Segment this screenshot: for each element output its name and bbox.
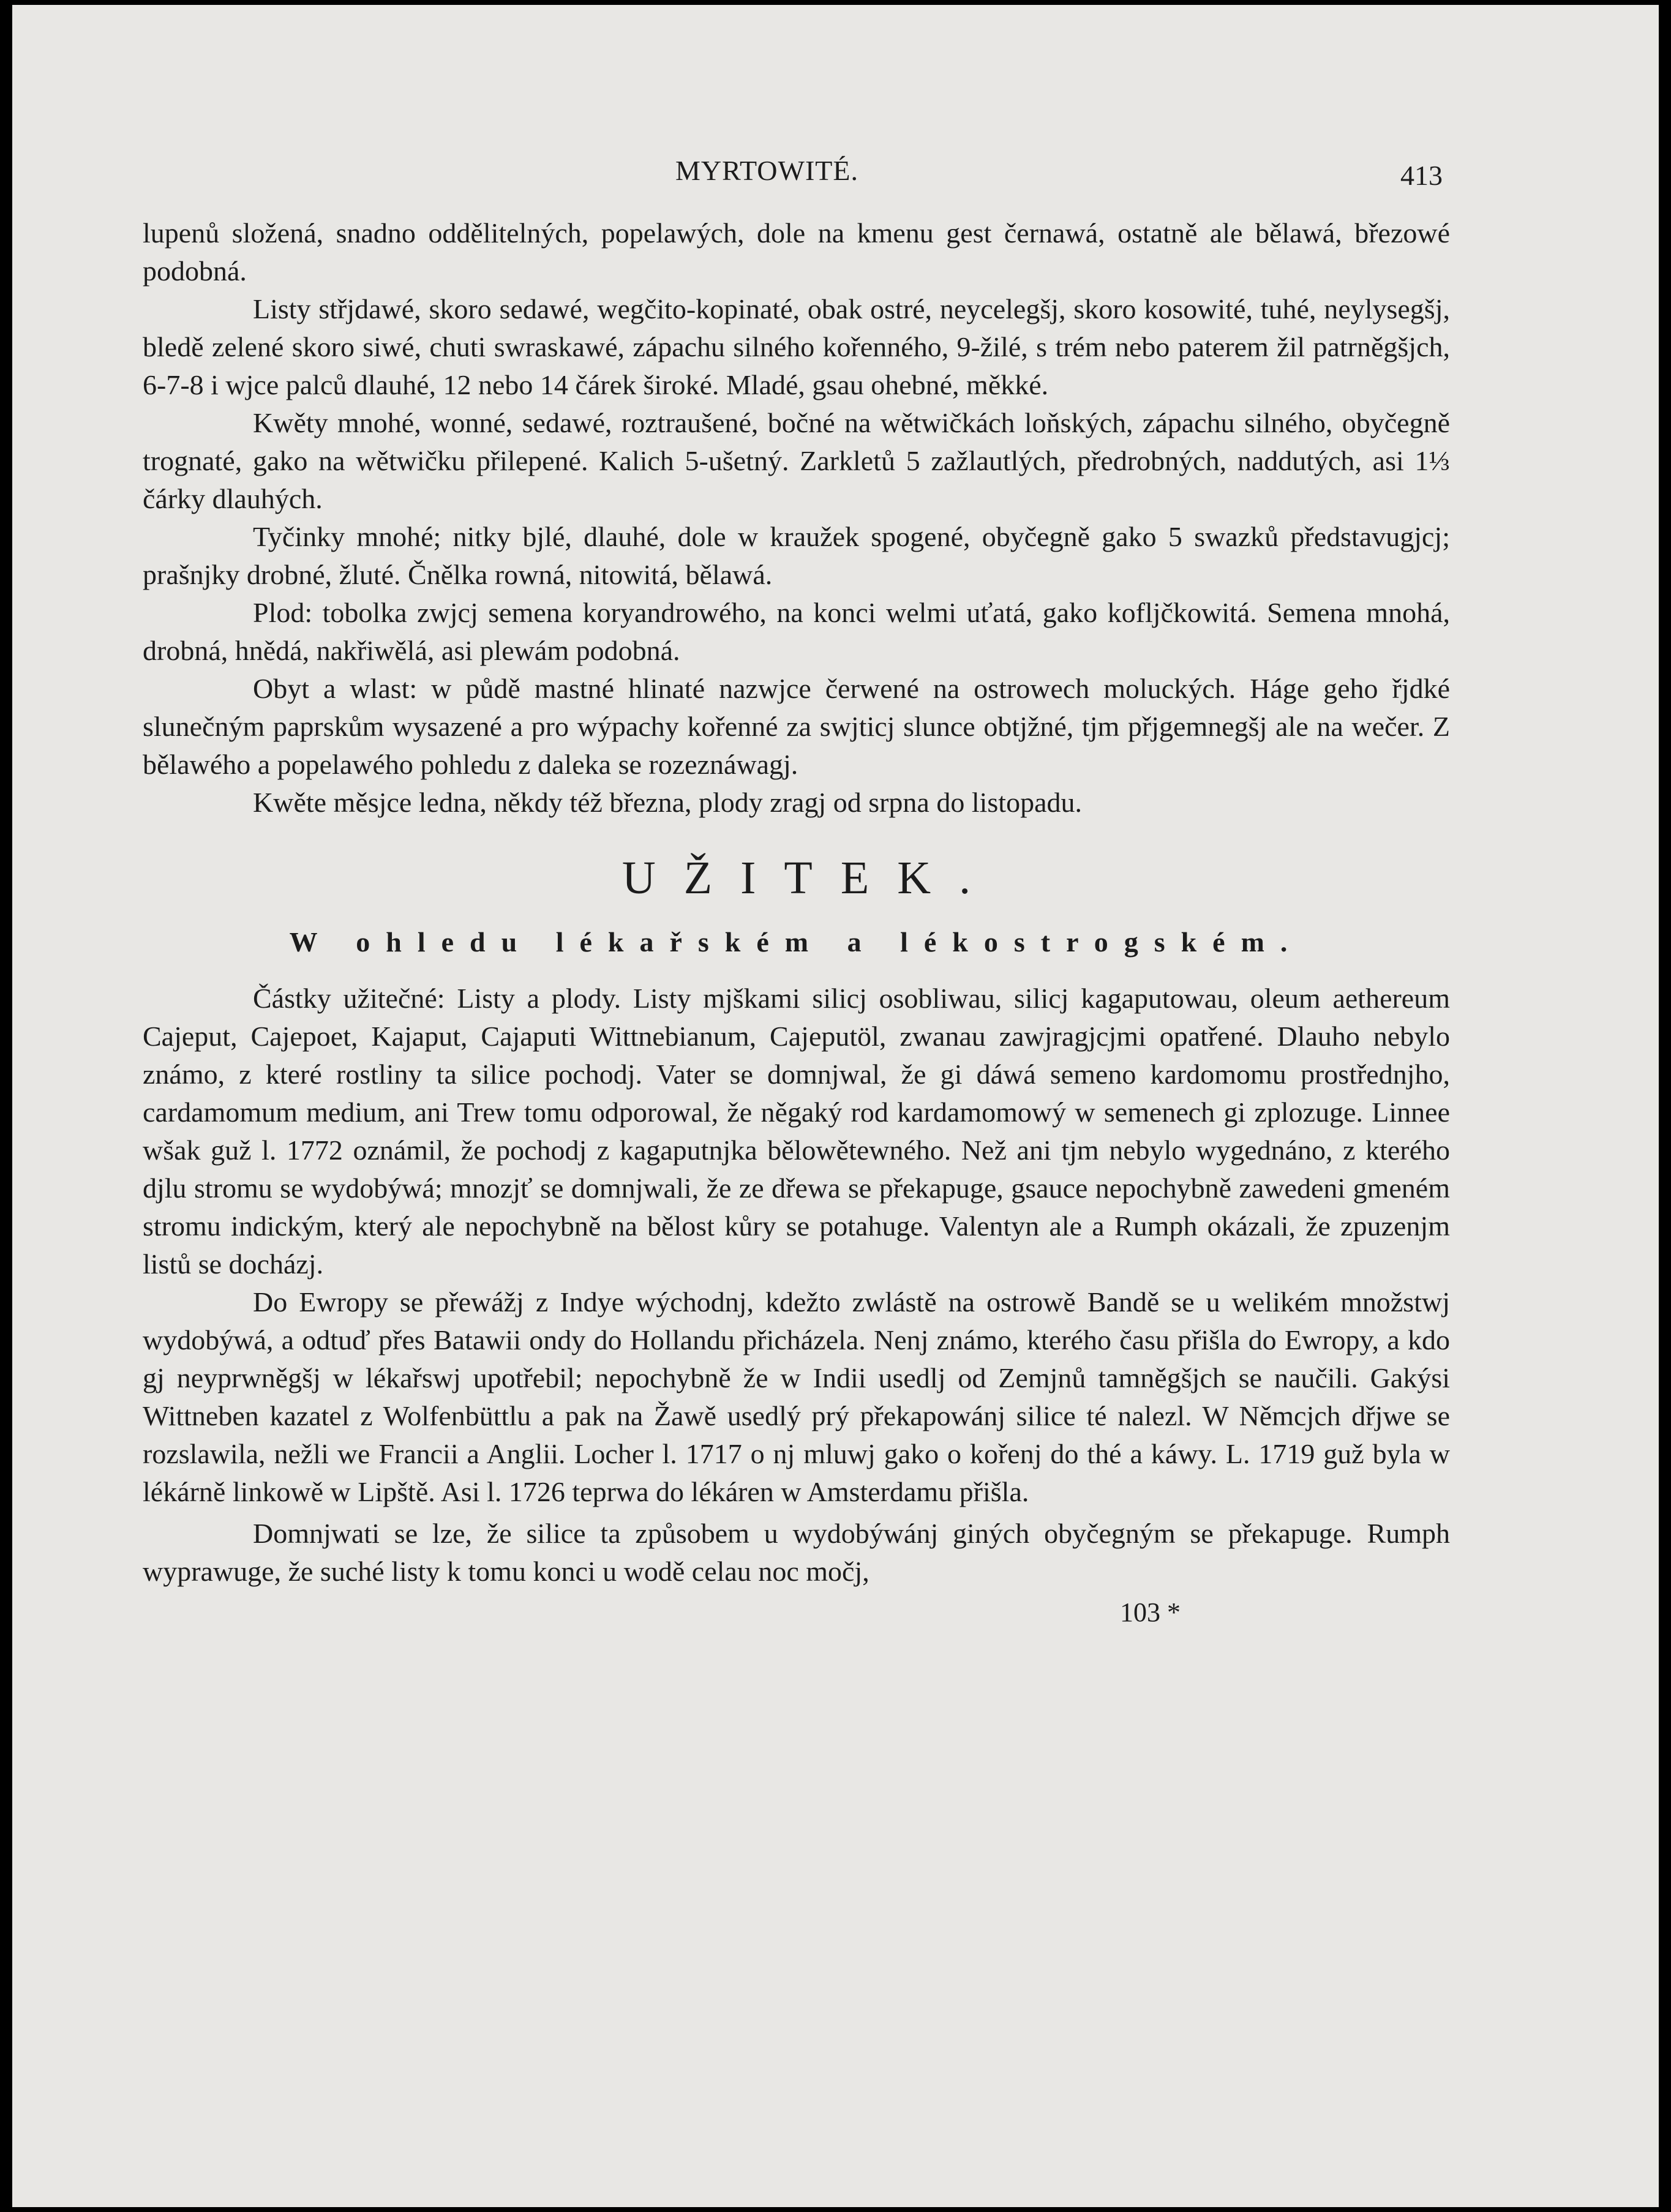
- paragraph-distillation: Domnjwati se lze, že silice ta způsobem u wydobýwánj giných obyčegným se překapuge. Rumph wyprawuge, že suché listy k tomu konci u wodě celau noc močj,: [143, 1518, 1450, 1587]
- paragraph-useful-parts: Částky užitečné: Listy a plody. Listy mjškami silicj osobliwau, silicj kagaputowau, oleum aethereum Cajeput, Cajepoet, Kajaput, Cajaputi Wittnebianum, Cajeputöl, zwanau zawjragjcjmi opatřené. Dlauho nebylo známo, z které rostliny ta silice pochodj. Vater se domnjwal, že gi dáwá semeno kardomomu prostřednjho, cardamomum medium, ani Trew tomu odporowal, že něgaký rod kardamomowý w semenech gi zplozuge. Linnee wšak guž l. 1772 oznámil, že pochodj z kagaputnjka bělowětewného. Než ani tjm nebylo wygednáno, z kterého djlu stromu se wydobýwá; mnozjť se domnjwali, že ze dřewa se překapuge, gsauce nepochybně zawedeni gmeném stromu indickým, který ale nepochybně na bělost kůry se potahuge. Valentyn ale a Rumph okázali, že zpuzenjm listů se docházj.: [143, 983, 1450, 1280]
- text-block: [143, 147, 1450, 1628]
- paragraph-leaves: Listy střjdawé, skoro sedawé, wegčito-kopinaté, obak ostré, neycelegšj, skoro kosowité, tuhé, neylysegšj, bledě zelené skoro siwé, chuti swraskawé, zápachu silného kořenného, 9-žilé, s trém nebo paterem žil patrněgšjch, 6-7-8 i wjce palců dlauhé, 12 nebo 14 čárek široké. Mladé, gsau ohebné, měkké.: [143, 293, 1450, 400]
- paragraph-flowers: Kwěty mnohé, wonné, sedawé, roztraušené, bočné na wětwičkách loňských, zápachu silného, obyčegně trognaté, gako na wětwičku přilepené. Kalich 5-ušetný. Zarkletů 5 zažlautlých, předrobných, naddutých, asi 1⅓ čárky dlauhých.: [143, 407, 1450, 514]
- section-subheading: W ohledu lékařském a lékostrogském.: [289, 926, 1304, 958]
- scanned-page: [12, 5, 1659, 2207]
- signature-mark: 103 *: [1120, 1597, 1181, 1627]
- paragraph-stamens: Tyčinky mnohé; nitky bjlé, dlauhé, dole w kraužek spogené, obyčegně gako 5 swazků představugjcj; prašnjky drobné, žluté. Čnělka rowná, nitowitá, bělawá.: [143, 521, 1450, 590]
- running-title: MYRTOWITÉ.: [675, 155, 858, 186]
- paragraph-fruit: Plod: tobolka zwjcj semena koryandrowého, na konci welmi uťatá, gako kofljčkowitá. Semena mnohá, drobná, hnědá, nakřiwělá, asi plewám podobná.: [143, 597, 1450, 666]
- paragraph-bark: lupenů složená, snadno oddělitelných, popelawých, dole na kmenu gest černawá, ostatně ale bělawá, březowé podobná.: [143, 217, 1450, 287]
- paragraph-flowering: Kwěte měsjce ledna, někdy též března, plody zragj od srpna do listopadu.: [253, 787, 1082, 818]
- running-head: [143, 147, 1450, 214]
- page-number: 413: [1400, 160, 1443, 191]
- section-heading: UŽITEK.: [621, 852, 999, 904]
- paragraph-habitat: Obyt a wlast: w půdě mastné hlinaté nazwjce čerwené na ostrowech moluckých. Háge geho řjdké slunečným paprskům wysazené a pro wýpachy kořenné za swjticj slunce obtjžné, tjm přjgemnegšj ale na wečer. Z bělawého a popelawého pohledu z daleka se rozeznáwagj.: [143, 673, 1450, 780]
- paragraph-import-history: Do Ewropy se přewážj z Indye wýchodnj, kdežto zwlástě na ostrowě Bandě se u welikém množstwj wydobýwá, a odtuď přes Batawii ondy do Hollandu přicházela. Nenj známo, kterého času přišla do Ewropy, a kdo gj neyprwněgšj w lékařswj upotřebil; nepochybně že w Indii usedlj od Zemjnů tamněgšjch se naučili. Gakýsi Wittneben kazatel z Wolfenbüttlu a pak na Žawě usedlý prý překapowánj silice té nalezl. W Němcjch dřjwe se rozslawila, nežli we Francii a Anglii. Locher l. 1717 o nj mluwj gako o kořenj do thé a káwy. L. 1719 guž byla w lékárně linkowě w Lipště. Asi l. 1726 teprwa do lékáren w Amsterdamu přišla.: [143, 1286, 1450, 1507]
